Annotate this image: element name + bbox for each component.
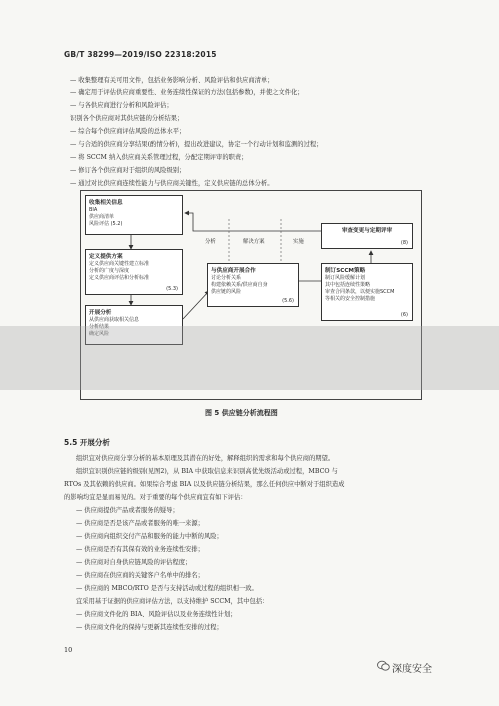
body-line: — 供应商对自身供应链风险的评估程度； — [76, 559, 192, 566]
box-line: 确定风险 — [89, 331, 110, 337]
box-number: (8) — [400, 240, 408, 246]
box-line: 分析结果 — [89, 324, 110, 330]
box-line: 审查合同条款，以便实施SCCM — [325, 289, 395, 295]
box-line: 风险评估 (5.2) — [89, 221, 123, 227]
box-line: 定义供应商关键性建立标准 — [89, 261, 150, 267]
intro-line: — 确定用于评估供应商重要性、业务连续性保证的方法(包括参数)，并使之文件化； — [70, 89, 304, 96]
intro-line: — 与各供应商进行分析和风险评估； — [70, 102, 173, 109]
body-line: 组织宜识别供应链的级别(见图2)，从 BIA 中获取信息来识别高优先级活动或过程，MBCO 与 — [76, 468, 338, 475]
watermark: 深度安全 — [392, 664, 432, 675]
body-line: RTOs 及其依赖的供应商。如果综合考虑 BIA 以及供应链分析结果，那么任何供应中断对于组织造成 — [64, 481, 345, 488]
box-line: 构建依赖关系/供应商自身 — [211, 282, 268, 288]
box-line: BIA — [89, 207, 98, 213]
body-line: — 供应商向组织交付产品和服务的能力中断的风险； — [76, 533, 223, 540]
box-line: 制订风险缓解计划 — [325, 275, 366, 281]
box-line: 讨论分析关系 — [211, 275, 242, 281]
body-line: — 供应商提供产品或者服务的疑导； — [76, 507, 179, 514]
standard-header: GB/T 38299—2019/ISO 22318:2015 — [64, 50, 217, 59]
intro-line: — 通过对比供应商连续性能力与供应商关键性，定义供应链的总体分析。 — [70, 180, 274, 187]
body-line: — 供应商在供应商的关键客户名单中的排名； — [76, 572, 204, 579]
box-title: 开展分析 — [89, 310, 112, 316]
label-implement: 实施 — [293, 239, 304, 245]
label-analysis: 分析 — [205, 239, 216, 245]
body-line: 宜采用基于证据的供应商评估方法，以支持维护 SCCM，其中包括： — [76, 598, 269, 605]
intro-line: — 与合适的供应商分享结果(酌情分析)，提出改进建议，协定一个行动计划和监测的过程； — [70, 141, 323, 148]
box-title: 制订SCCM策略 — [325, 268, 366, 274]
box-number: (5.3) — [166, 286, 178, 292]
body-line: 组织宜对供应商分享分析的基本原理及其潜在的好处，解释组织的需求和每个供应商的期望。 — [76, 455, 335, 462]
body-line: — 供应商的 MBCO/RTO 是否与支持活动或过程的组织相一致。 — [76, 585, 258, 592]
intro-line: 识别各个供应商对其供应链的分析结果； — [70, 115, 184, 122]
body-line: — 供应商是否是该产品或者服务的唯一来源； — [76, 520, 204, 527]
box-title: 审查变更与定期评审 — [341, 228, 393, 234]
box-line: 分析的广度与深度 — [89, 268, 130, 274]
box-line: 其中包括连续性策略 — [325, 282, 371, 288]
body-line: 的影响均宜是显而易见的。对于重要的每个供应商宜有如下评估： — [64, 494, 247, 501]
figure-caption: 图 5 供应链分析流程图 — [205, 409, 278, 417]
box-number: (6) — [400, 312, 408, 318]
box-line: 从供应商获取相关信息 — [89, 317, 140, 323]
wechat-icon — [377, 660, 390, 671]
box-cooperate-supplier — [207, 263, 299, 307]
intro-line: — 将 SCCM 纳入供应商关系管理过程，分配定期评审的职责； — [70, 154, 248, 161]
label-solution: 解决方案 — [243, 239, 265, 245]
box-line: 供应商清单 — [89, 214, 115, 220]
box-collect-info — [85, 195, 183, 235]
box-review-change — [321, 223, 413, 249]
page-number: 10 — [64, 646, 73, 654]
box-define-scheme — [85, 249, 183, 295]
box-title: 收集相关信息 — [89, 200, 123, 206]
section-title: 5.5 开展分析 — [64, 438, 110, 447]
box-title: 与供应商开展合作 — [211, 268, 256, 274]
box-line: 供应链的风险 — [211, 289, 242, 295]
box-line: 等相关的安全控制措施 — [325, 296, 376, 302]
intro-line: — 修订各个供应商对于组织的风险级别； — [70, 167, 186, 174]
box-title: 定义提供方案 — [89, 254, 123, 260]
body-line: — 供应商文件化的保持与更新其连续性安排的过程； — [76, 624, 223, 631]
redaction-band — [0, 326, 499, 390]
body-line: — 供应商文件化的 BIA、风险评估以及业务连续性计划； — [76, 611, 237, 618]
body-line: — 供应商是否有其保有效的业务连续性安排； — [76, 546, 204, 553]
box-line: 定义供应商评估和分析标准 — [89, 275, 150, 281]
box-sccm-strategy — [321, 263, 413, 321]
intro-line: — 收集整理有关可用文件，包括业务影响分析、风险评估和供应商清单； — [70, 77, 274, 84]
intro-line: — 综合每个供应商评估风险的总体水平； — [70, 128, 186, 135]
box-number: (5.6) — [282, 298, 294, 304]
